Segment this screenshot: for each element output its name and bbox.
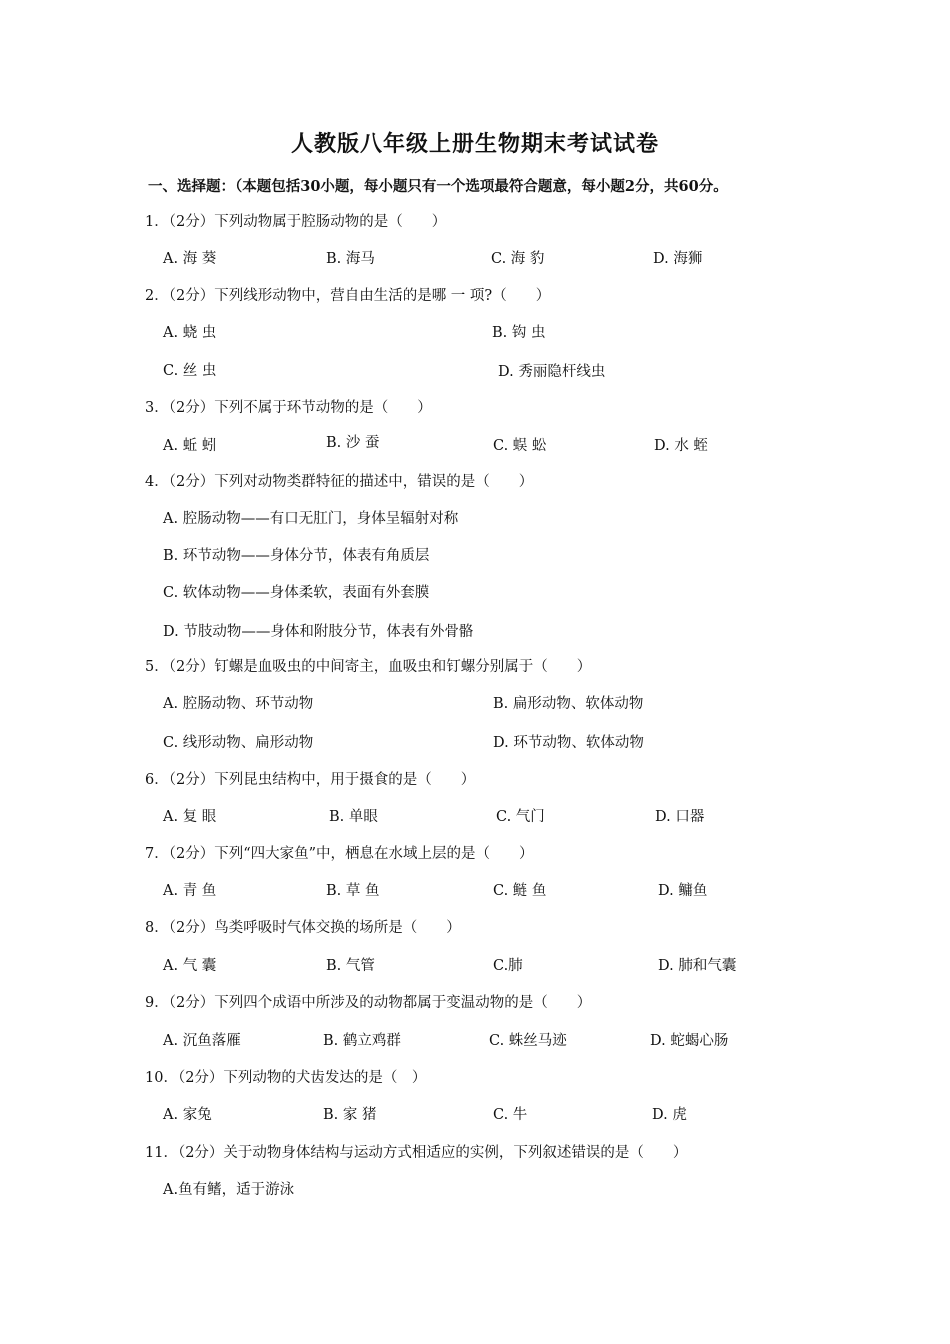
question-option: A. 腔肠动物——有口无肛门，身体呈辐射对称	[163, 511, 459, 527]
question-option: D. 虎	[652, 1107, 687, 1123]
question-option: B. 鹤立鸡群	[323, 1033, 401, 1049]
question-stem: 4．（2分）下列对动物类群特征的描述中，错误的是（ ）	[145, 474, 534, 490]
question-option: D. 水 蛭	[654, 438, 708, 454]
question-option: B. 单眼	[329, 809, 378, 825]
question-option: D. 蛇蝎心肠	[650, 1033, 729, 1049]
question-option: B. 沙 蚕	[326, 435, 380, 451]
question-option: B. 海马	[326, 251, 375, 267]
section-heading: 一、选择题：（本题包括30小题，每小题只有一个选项最符合题意，每小题2分，共60分。	[148, 178, 728, 195]
question-stem: 2．（2分）下列线形动物中，营自由生活的是哪 一 项?（ ）	[145, 288, 551, 304]
exam-title: 人教版八年级上册生物期末考试试卷	[290, 131, 659, 157]
question-option: D. 环节动物、软体动物	[493, 735, 644, 751]
question-option: A. 复 眼	[163, 809, 217, 825]
question-option: A. 腔肠动物、环节动物	[163, 696, 314, 712]
question-option: A. 蚯 蚓	[163, 438, 217, 454]
question-option: B. 扁形动物、软体动物	[493, 696, 644, 712]
question-stem: 1．（2分）下列动物属于腔肠动物的是（ ）	[145, 214, 447, 230]
question-option: C.肺	[493, 958, 523, 974]
question-option: A. 沉鱼落雁	[163, 1033, 241, 1049]
question-stem: 7．（2分）下列“四大家鱼”中，栖息在水域上层的是（ ）	[145, 846, 534, 862]
question-option: D. 海狮	[653, 251, 703, 267]
question-stem: 8．（2分）鸟类呼吸时气体交换的场所是（ ）	[145, 920, 461, 936]
question-option: A. 气 囊	[163, 958, 217, 974]
question-stem: 9．（2分）下列四个成语中所涉及的动物都属于变温动物的是（ ）	[145, 995, 592, 1011]
question-stem: 10．（2分）下列动物的犬齿发达的是（ ）	[145, 1070, 427, 1086]
question-option: C. 线形动物、扁形动物	[163, 735, 314, 751]
question-option: C. 气门	[496, 809, 545, 825]
question-option: A. 家兔	[163, 1107, 212, 1123]
question-option: B. 家 猪	[323, 1107, 377, 1123]
question-option: C. 软体动物——身体柔软，表面有外套膜	[163, 585, 430, 601]
question-option: B. 环节动物——身体分节，体表有角质层	[163, 548, 430, 564]
question-option: A. 海 葵	[163, 251, 217, 267]
question-option: B. 气管	[326, 958, 375, 974]
question-option: A. 蛲 虫	[163, 325, 217, 341]
question-stem: 3．（2分）下列不属于环节动物的是（ ）	[145, 400, 432, 416]
question-option: C. 海 豹	[491, 251, 545, 267]
question-stem: 11．（2分）关于动物身体结构与运动方式相适应的实例，下列叙述错误的是（ ）	[145, 1145, 688, 1161]
question-option: D. 口器	[655, 809, 705, 825]
question-option: C. 牛	[493, 1107, 528, 1123]
question-option: C. 鲢 鱼	[493, 883, 547, 899]
question-option: B. 草 鱼	[326, 883, 380, 899]
question-option: B. 钩 虫	[492, 325, 546, 341]
question-stem: 6．（2分）下列昆虫结构中，用于摄食的是（ ）	[145, 772, 476, 788]
question-option: C. 丝 虫	[163, 363, 217, 379]
question-option: D. 节肢动物——身体和附肢分节，体表有外骨骼	[163, 624, 474, 640]
question-option: A.鱼有鳍，适于游泳	[163, 1182, 295, 1198]
question-option: D. 肺和气囊	[658, 958, 737, 974]
question-option: D. 秀丽隐杆线虫	[498, 364, 606, 380]
question-stem: 5．（2分）钉螺是血吸虫的中间寄主，血吸虫和钉螺分别属于（ ）	[145, 659, 592, 675]
question-option: C. 蜈 蚣	[493, 438, 547, 454]
question-option: C. 蛛丝马迹	[489, 1033, 567, 1049]
question-option: D. 鳙鱼	[658, 883, 708, 899]
question-option: A. 青 鱼	[163, 883, 217, 899]
